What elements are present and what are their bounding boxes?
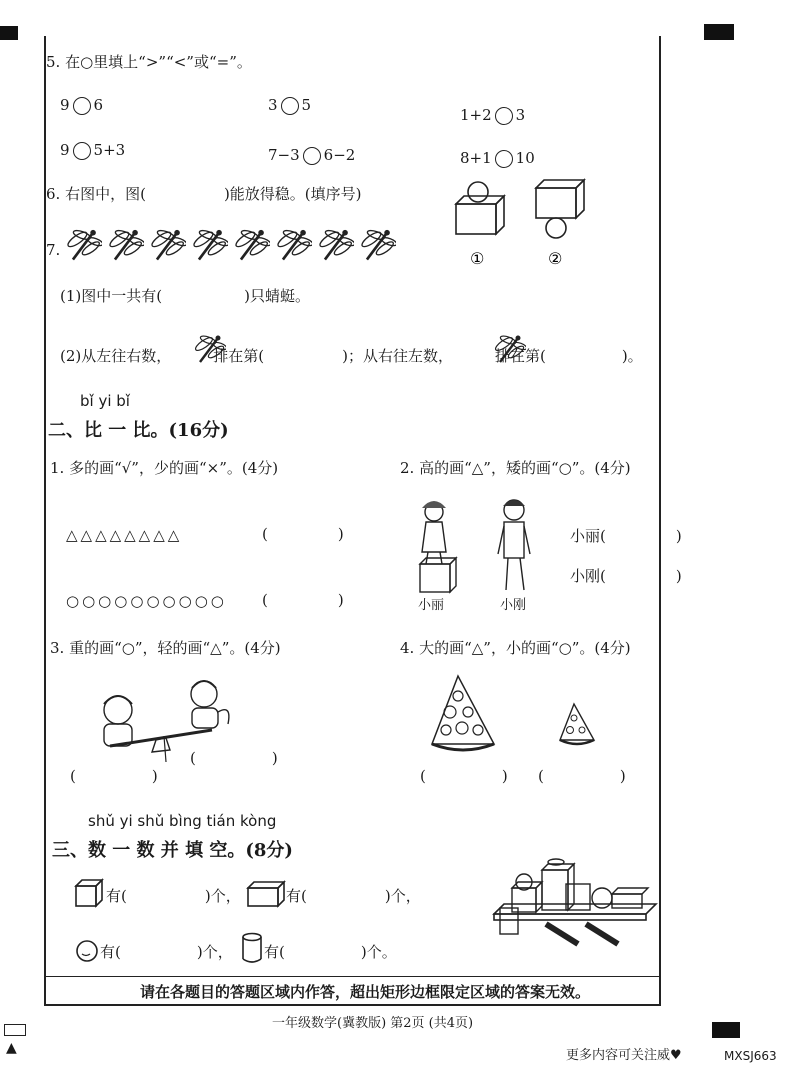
dragonfly-icon [274, 226, 312, 264]
sphere-count: 有( )个， [100, 943, 233, 961]
follow-note: 更多内容可关注威♥ [566, 1048, 682, 1063]
arrow-icon: ▲ [6, 1040, 17, 1056]
answer-paren[interactable]: ( ) [262, 591, 344, 609]
q7-label: 7. [46, 241, 61, 259]
dragonfly-icon [190, 226, 228, 264]
cube-icon [74, 878, 104, 908]
answer-paren[interactable]: ( ) [262, 525, 344, 543]
compare-circle[interactable] [281, 97, 299, 115]
cuboid-count: 有( )个， [286, 887, 421, 905]
compare-circle[interactable] [73, 142, 91, 160]
q5-label: 5. 在○里填上“>”“<”或“=”。 [46, 53, 252, 71]
q5-item: 7−3 6−2 [268, 146, 356, 164]
sec2-pinyin: bǐ yi bǐ [80, 392, 130, 410]
name-xiaogang: 小刚 [500, 598, 527, 613]
corner-mark-top-left [0, 26, 18, 40]
cylinder-count: 有( )个。 [264, 943, 397, 961]
dragonfly-icon [192, 332, 226, 366]
dragonfly-icon [358, 226, 396, 264]
corner-mark-bottom-left [4, 1024, 26, 1036]
q5-item: 1+2 3 [460, 106, 526, 124]
big-answer[interactable]: ( ) [420, 767, 508, 785]
compare-circle[interactable] [73, 97, 91, 115]
name-xiaoli: 小丽 [418, 598, 445, 613]
fig1-label: ① [470, 249, 485, 266]
cuboid-icon [246, 880, 286, 908]
small-pizza-illustration [556, 700, 596, 750]
heavy-answer[interactable]: ( ) [190, 749, 278, 767]
compare-circle[interactable] [495, 150, 513, 168]
dragonfly-icon [232, 226, 270, 264]
sec2-q4-label: 4. 大的画“△”，小的画“○”。(4分) [400, 639, 631, 657]
answer-zone-notice: 请在各题目的答题区域内作答，超出矩形边框限定区域的答案无效。 [140, 983, 591, 1001]
dragonfly-icon [492, 332, 526, 366]
triangle-row: △△△△△△△△ [66, 526, 183, 544]
q6-label: 6. 右图中，图( )能放得稳。(填序号) [46, 185, 362, 203]
sec3-title: 三、数 一 数 并 填 空。(8分) [52, 840, 293, 861]
dragonfly-icon [106, 226, 144, 264]
stability-figures [448, 176, 598, 266]
corner-mark-top-right [704, 24, 734, 40]
dragonfly-icon [64, 226, 102, 264]
q7-sub1: (1)图中一共有( )只蜻蜓。 [60, 287, 310, 305]
solids-shelf-illustration [490, 858, 660, 954]
dragonfly-icon [148, 226, 186, 264]
q7-sub2: (2)从左往右数， 排在第( )；从右往左数， 排在第( )。 [60, 347, 643, 365]
fig2-label: ② [548, 249, 563, 266]
sec2-q3-label: 3. 重的画“○”，轻的画“△”。(4分) [50, 639, 281, 657]
large-pizza-illustration [428, 672, 498, 754]
q5-item: 9 5+3 [60, 141, 126, 159]
light-answer[interactable]: ( ) [70, 767, 158, 785]
q5-item: 3 5 [268, 96, 312, 114]
compare-circle[interactable] [303, 147, 321, 165]
sec2-q1-label: 1. 多的画“√”，少的画“×”。(4分) [50, 459, 279, 477]
sphere-icon [74, 938, 100, 964]
cylinder-icon [240, 932, 264, 964]
doc-code: MXSJ663 [724, 1049, 777, 1063]
dragonfly-icon [316, 226, 354, 264]
xiaogang-answer[interactable]: 小刚( ) [570, 567, 682, 585]
page-number: 一年级数学(冀教版) 第2页 (共4页) [272, 1016, 474, 1031]
border-left [44, 36, 46, 1004]
sec3-pinyin: shǔ yi shǔ bìng tián kòng [88, 812, 277, 830]
corner-mark-bottom-right [712, 1022, 740, 1038]
circle-row: ○○○○○○○○○○ [66, 592, 227, 610]
q5-item: 8+1 10 [460, 149, 535, 167]
compare-circle[interactable] [495, 107, 513, 125]
sec2-q2-label: 2. 高的画“△”，矮的画“○”。(4分) [400, 459, 631, 477]
sec2-title: 二、比 一 比。(16分) [48, 420, 229, 441]
cube-count: 有( )个， [106, 887, 241, 905]
xiaoli-answer[interactable]: 小丽( ) [570, 527, 682, 545]
small-answer[interactable]: ( ) [538, 767, 626, 785]
q5-item: 9 6 [60, 96, 104, 114]
